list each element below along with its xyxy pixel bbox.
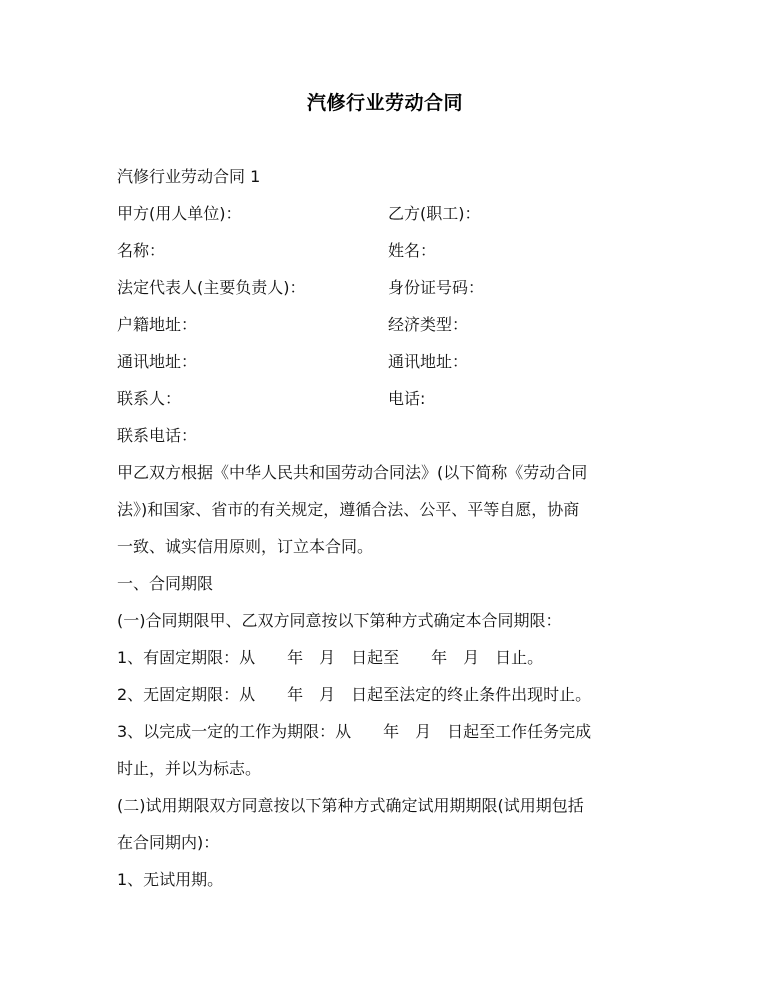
party-b-phone-label: 电话: bbox=[388, 389, 426, 408]
id-number-label: 身份证号码： bbox=[388, 278, 485, 297]
party-a-mailing-address-label: 通讯地址： bbox=[117, 352, 198, 371]
body-line: 2、无固定期限：从 年 月 日起至法定的终止条件出现时止。 bbox=[117, 685, 592, 704]
legal-representative-label: 法定代表人(主要负责人)： bbox=[117, 278, 306, 297]
party-b-mailing-address-label: 通讯地址： bbox=[388, 352, 469, 371]
body-line: 甲乙双方根据《中华人民共和国劳动合同法》(以下简称《劳动合同 bbox=[117, 463, 588, 482]
body-line: 1、无试用期。 bbox=[117, 870, 224, 889]
contact-person-label: 联系人： bbox=[117, 389, 182, 408]
body-line: 3、以完成一定的工作为期限：从 年 月 日起至工作任务完成 bbox=[117, 722, 592, 741]
body-line: (一)合同期限甲、乙双方同意按以下第种方式确定本合同期限： bbox=[117, 611, 562, 630]
body-line: 1、有固定期限：从 年 月 日起至 年 月 日止。 bbox=[117, 648, 544, 667]
document-title: 汽修行业劳动合同 bbox=[306, 92, 463, 114]
party-b-label: 乙方(职工)： bbox=[388, 204, 481, 223]
party-a-label: 甲方(用人单位)： bbox=[117, 204, 242, 223]
body-line: 法》)和国家、省市的有关规定，遵循合法、公平、平等自愿，协商 bbox=[117, 500, 580, 519]
contract-subtitle: 汽修行业劳动合同 1 bbox=[117, 167, 261, 186]
body-line: (二)试用期限双方同意按以下第种方式确定试用期期限(试用期包括 bbox=[117, 796, 584, 815]
registered-address-label: 户籍地址： bbox=[117, 315, 198, 334]
party-a-name-label: 名称： bbox=[117, 241, 166, 260]
body-line: 在合同期内)： bbox=[117, 833, 220, 852]
section-heading: 一、合同期限 bbox=[117, 574, 214, 593]
body-line: 一致、诚实信用原则，订立本合同。 bbox=[117, 537, 374, 556]
contact-phone-label: 联系电话： bbox=[117, 426, 198, 445]
party-b-name-label: 姓名： bbox=[388, 241, 437, 260]
body-line: 时止，并以为标志。 bbox=[117, 759, 262, 778]
economic-type-label: 经济类型： bbox=[388, 315, 469, 334]
